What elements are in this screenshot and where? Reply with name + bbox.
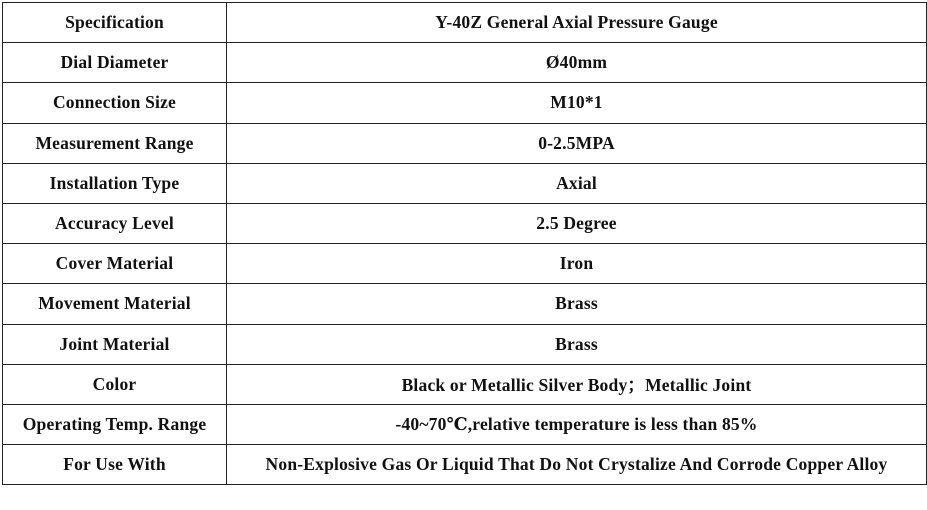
table-row [3,404,927,444]
table-row [3,445,927,485]
spec-label-cell: Operating Temp. Range [3,404,227,444]
spec-label-cell: Connection Size [3,83,227,123]
spec-value-cell: 2.5 Degree [227,203,927,243]
table-row [3,284,927,324]
spec-value-cell: Non-Explosive Gas Or Liquid That Do Not Crystalize And Corrode Copper Alloy [227,445,927,485]
specification-table [2,2,927,485]
spec-label-cell: Movement Material [3,284,227,324]
spec-label-cell: Color [3,364,227,404]
spec-label-cell: Dial Diameter [3,43,227,83]
table-row [3,43,927,83]
table-row [3,83,927,123]
table-row [3,163,927,203]
spec-label-cell: Specification [3,3,227,43]
spec-label-cell: Joint Material [3,324,227,364]
table-row [3,364,927,404]
table-row [3,3,927,43]
table-row [3,203,927,243]
spec-value-cell: Iron [227,244,927,284]
spec-value-cell: Brass [227,284,927,324]
spec-value-cell: Axial [227,163,927,203]
table-row [3,244,927,284]
spec-label-cell: For Use With [3,445,227,485]
spec-label-cell: Measurement Range [3,123,227,163]
spec-label-cell: Cover Material [3,244,227,284]
spec-label-cell: Accuracy Level [3,203,227,243]
spec-value-cell: Brass [227,324,927,364]
spec-value-cell: Black or Metallic Silver Body；Metallic Joint [227,364,927,404]
spec-value-cell: 0-2.5MPA [227,123,927,163]
spec-value-cell: M10*1 [227,83,927,123]
spec-value-cell: Y-40Z General Axial Pressure Gauge [227,3,927,43]
table-row [3,123,927,163]
table-row [3,324,927,364]
spec-label-cell: Installation Type [3,163,227,203]
spec-value-cell: -40~70℃,relative temperature is less than 85% [227,404,927,444]
spec-value-cell: Ø40mm [227,43,927,83]
